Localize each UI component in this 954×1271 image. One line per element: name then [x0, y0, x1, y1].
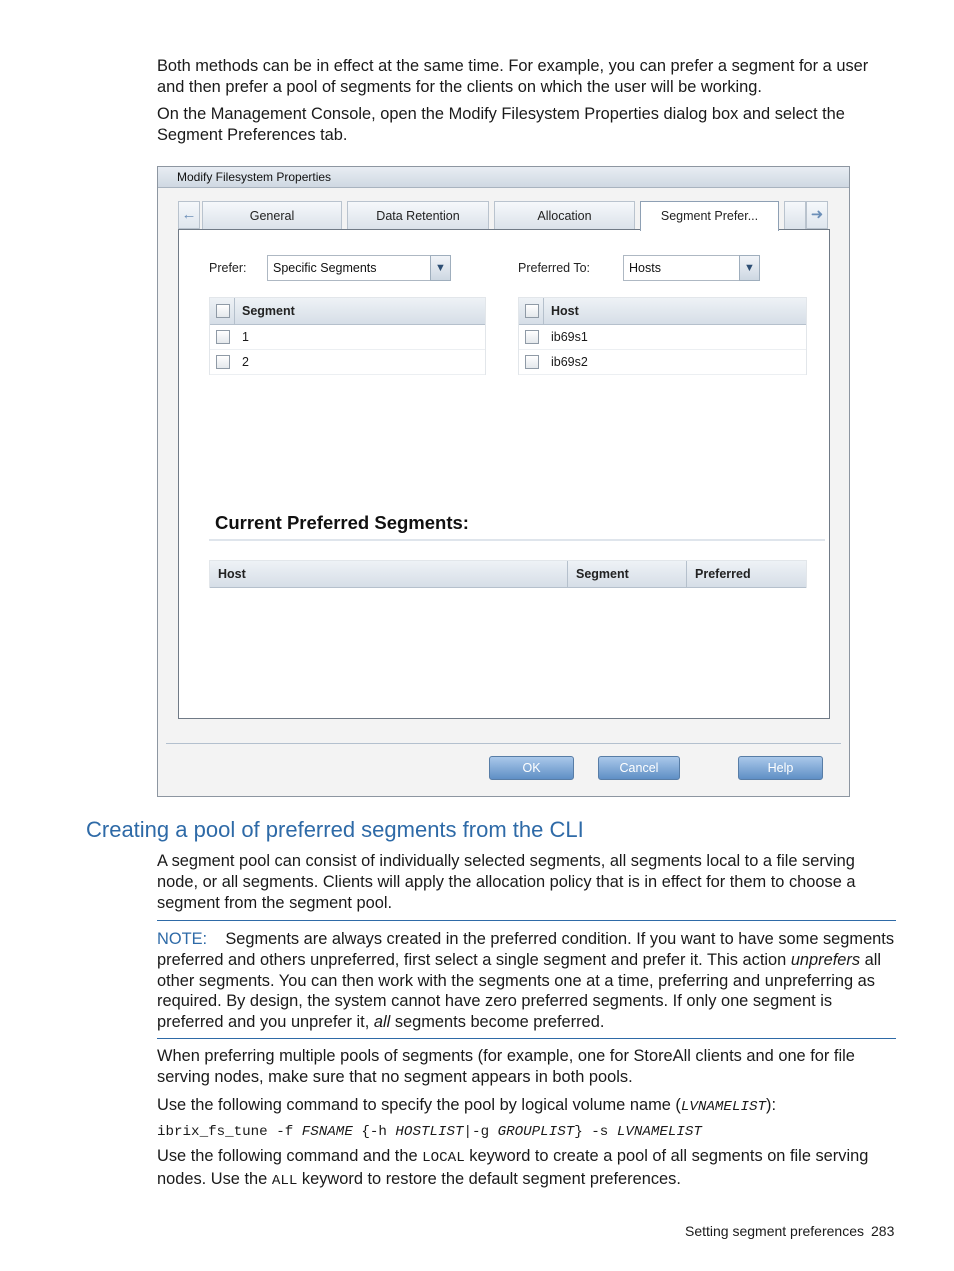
button-separator	[166, 743, 841, 744]
title-underline	[209, 539, 825, 541]
segment-preferences-panel	[178, 229, 830, 719]
modify-filesystem-dialog	[157, 166, 850, 797]
note-bottom-rule	[157, 1038, 896, 1039]
note-text-italic-2: all	[373, 1013, 391, 1032]
note-text-italic: unprefers	[790, 950, 861, 969]
note-text-a: Segments are always created in the preferred condition. If you want to have some segments preferred and others unpreferred, first select a single segment and prefer it. This action	[157, 930, 895, 969]
help-button[interactable]: Help	[738, 756, 823, 780]
tab-data-retention[interactable]: Data Retention	[347, 201, 489, 229]
host-cell: ib69s1	[551, 330, 588, 344]
host-cell: ib69s2	[551, 355, 588, 369]
para3-code: LVNAMELIST	[680, 1099, 766, 1115]
command-part: ibrix_fs_tune -f	[157, 1124, 302, 1140]
page-number: 283	[871, 1223, 895, 1239]
host-table-header	[519, 298, 806, 325]
row-checkbox[interactable]	[525, 330, 539, 344]
footer-section-title: Setting segment preferences	[685, 1223, 864, 1239]
tab-scroll-right-icon[interactable]: ➜	[806, 201, 828, 229]
section-paragraph-4	[157, 1146, 899, 1192]
section-heading: Creating a pool of preferred segments from the CLI	[86, 817, 584, 842]
command-part: |-g	[463, 1124, 498, 1140]
row-checkbox[interactable]	[525, 355, 539, 369]
dialog-title: Modify Filesystem Properties	[158, 167, 849, 188]
preferred-to-label: Preferred To:	[518, 261, 591, 275]
segment-column-header[interactable]: Segment	[576, 567, 629, 581]
segment-table	[209, 297, 486, 375]
tab-allocation[interactable]: Allocation	[494, 201, 635, 229]
command-part: {-h	[352, 1124, 396, 1140]
ok-button[interactable]: OK	[489, 756, 574, 780]
tab-strip	[178, 201, 829, 231]
preferred-to-select-value: Hosts	[629, 261, 661, 275]
segment-cell: 2	[242, 355, 249, 369]
cancel-button[interactable]: Cancel	[598, 756, 680, 780]
para4-text-b: keyword to create a pool of all segments on file serving nodes. Use the	[157, 1147, 869, 1188]
tab-overflow[interactable]	[784, 201, 806, 229]
section-paragraph-2: When preferring multiple pools of segments (for example, one for StoreAll clients and one for file serving nodes, make sure that no segment appears in both pools.	[157, 1047, 855, 1086]
para4-code-all: ALL	[271, 1172, 298, 1189]
segment-cell: 1	[242, 330, 249, 344]
note-text-c: segments become preferred.	[394, 1013, 605, 1032]
note-block	[157, 929, 899, 1033]
current-preferred-table-header	[210, 561, 806, 588]
current-preferred-segments-title: Current Preferred Segments:	[215, 512, 469, 533]
table-row[interactable]	[210, 350, 485, 375]
table-row[interactable]	[210, 325, 485, 350]
command-part: GROUPLIST	[497, 1124, 575, 1140]
tab-scroll-left-icon[interactable]: ←	[178, 201, 200, 229]
note-label: NOTE:	[157, 930, 208, 948]
prefer-label: Prefer:	[209, 261, 247, 275]
note-text-b: all other segments. You can then work with the segments one at a time, preferring and unpreferring as required. By design, the system cannot have zero preferred segments. If only one segment is preferred and you unprefer it,	[157, 950, 882, 1032]
command-part: LVNAMELIST	[616, 1124, 702, 1140]
para3-text-b: ):	[766, 1096, 777, 1114]
tab-general[interactable]: General	[202, 201, 342, 229]
command-part: } -s	[574, 1124, 617, 1140]
tab-segment-preferences[interactable]: Segment Prefer...	[640, 201, 779, 231]
segment-table-header	[210, 298, 485, 325]
prefer-select[interactable]	[267, 255, 451, 281]
intro-paragraph-1: Both methods can be in effect at the same time. For example, you can prefer a segment for a user and then prefer a pool of segments for the clients on which the user will be working.	[157, 57, 869, 96]
para4-text-a: Use the following command and the	[157, 1147, 423, 1165]
command-part: FSNAME	[301, 1124, 353, 1140]
preferred-to-select[interactable]	[623, 255, 760, 281]
section-paragraph-3	[157, 1095, 899, 1118]
row-checkbox[interactable]	[216, 330, 230, 344]
table-row[interactable]	[519, 325, 806, 350]
intro-paragraph-2: On the Management Console, open the Modify Filesystem Properties dialog box and select the Segment Preferences tab.	[157, 105, 845, 144]
chevron-down-icon[interactable]: ▼	[739, 255, 760, 281]
select-all-hosts-checkbox[interactable]	[525, 304, 539, 318]
table-row[interactable]	[519, 350, 806, 375]
current-preferred-table	[209, 560, 807, 588]
command-part: HOSTLIST	[395, 1124, 464, 1140]
para3-text-a: Use the following command to specify the pool by logical volume name (	[157, 1096, 681, 1114]
host-column-header[interactable]: Host	[218, 567, 246, 581]
command-line	[157, 1122, 899, 1143]
host-column-header: Host	[551, 304, 579, 318]
select-all-segments-checkbox[interactable]	[216, 304, 230, 318]
prefer-select-value: Specific Segments	[273, 261, 377, 275]
para4-text-c: keyword to restore the default segment preferences.	[297, 1169, 681, 1188]
row-checkbox[interactable]	[216, 355, 230, 369]
host-table	[518, 297, 807, 375]
para4-code-local: LOCAL	[422, 1150, 465, 1166]
section-paragraph-1: A segment pool can consist of individually selected segments, all segments local to a file serving node, or all segments. Clients will apply the allocation policy that is in effect for them to choose a segment from the segment pool.	[157, 852, 856, 912]
preferred-column-header[interactable]: Preferred	[695, 567, 751, 581]
segment-column-header: Segment	[242, 304, 295, 318]
chevron-down-icon[interactable]: ▼	[430, 255, 451, 281]
note-top-rule	[157, 920, 896, 921]
